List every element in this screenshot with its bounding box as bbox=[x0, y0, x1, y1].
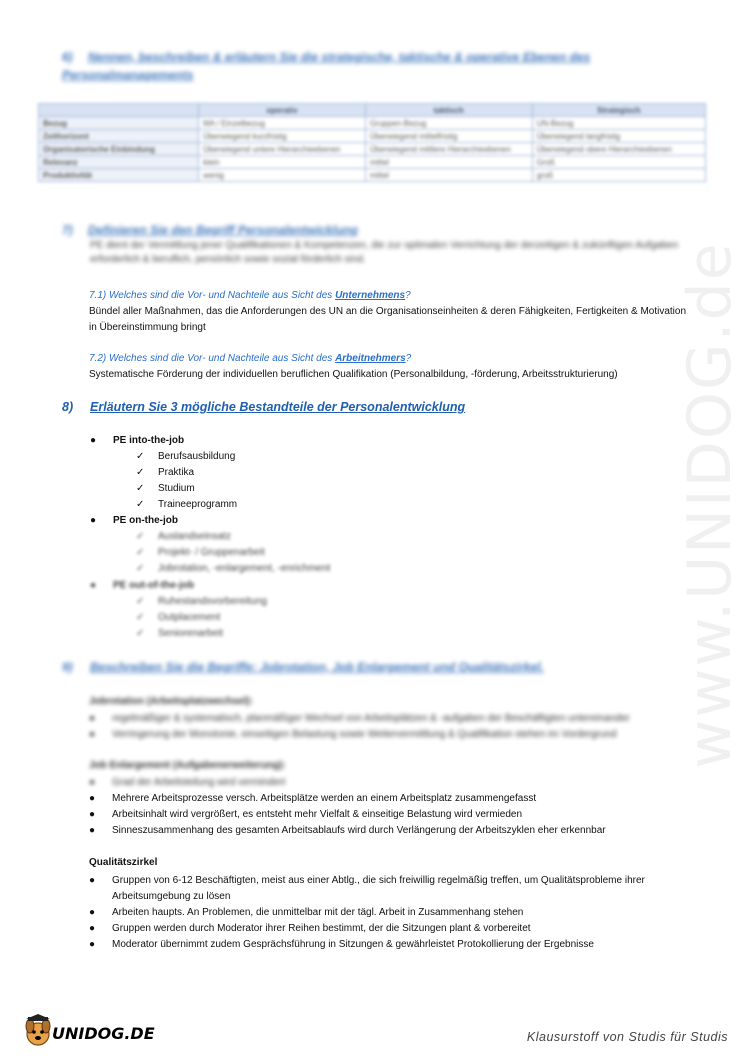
bullet-icon: ● bbox=[89, 729, 96, 740]
table-cell: Überwiegend mittlere Hierarchieebenen bbox=[365, 143, 532, 156]
question-7-2-suffix: ? bbox=[405, 353, 412, 364]
levels-table bbox=[38, 103, 706, 182]
watermark bbox=[660, 241, 750, 769]
list-item: ● Arbeitsinhalt wird vergrößert, es entsteht mehr Vielfalt & einseitige Belastung wird vermieden bbox=[89, 807, 689, 823]
question-7-answer: PE dient der Vermittlung jener Qualifikationen & Kompetenzen, die zur optimalen Verrichtung der derzeitigen & zukünftigen Aufgaben erforderlich & beruflich, persönlich sowie sozial förderlich sind. bbox=[90, 240, 679, 265]
question-7-number: 7) bbox=[62, 223, 73, 237]
question-7-2-prefix: 7.2) Welches sind die Vor- und Nachteile aus Sicht des bbox=[89, 353, 333, 364]
table-cell: Bezug bbox=[39, 117, 199, 130]
question-8-heading bbox=[62, 400, 465, 414]
bullet-icon: ● bbox=[90, 435, 97, 446]
bullet-icon: ● bbox=[89, 809, 96, 820]
list-item: ● Mehrere Arbeitsprozesse versch. Arbeitsplätze werden an einem Arbeitsplatz zusammengefasst bbox=[89, 791, 689, 807]
checkmark-icon: ✓ bbox=[136, 612, 145, 623]
table-row bbox=[39, 156, 706, 169]
question-9-heading bbox=[62, 660, 544, 674]
question-7-2 bbox=[89, 351, 689, 383]
list-item: ● Gruppen von 6-12 Beschäftigten, meist aus einer Abtlg., die sich freiwillig regelmäßig treffen, um Qualitätsprobleme ihrer Arbeitsumgebung zu lösen bbox=[89, 875, 645, 902]
question-7-1-prefix: 7.1) Welches sind die Vor- und Nachteile aus Sicht des bbox=[89, 290, 333, 301]
table-cell: MA / Einzelbezug bbox=[199, 117, 366, 130]
table-cell: Überwiegend obere Hierarchieebenen bbox=[532, 143, 705, 156]
table-cell: Zeithorizont bbox=[39, 130, 199, 143]
table-cell: klein bbox=[199, 156, 366, 169]
qualitaetszirkel-list bbox=[89, 873, 689, 953]
table-row bbox=[39, 117, 706, 130]
table-cell: Organisatorische Einbindung bbox=[39, 143, 199, 156]
table-row bbox=[39, 169, 706, 182]
document-page: 6) Nennen, beschreiben & erläutern Sie die strategische, taktische & operative Ebenen des Personalmanagements operativ taktisch Strategisch Bezug MA / Einzelbezug Gruppen-Bezug UN-Bezug Zeithorizont Überwiegend kurzfristig Überwiegend mittelfristig Überwiegend langfristig Organisatorische Einbindung Überwiegend untere Hierarchieebenen Überwiegend mittlere Hierarchieebenen Überwiegend obere Hierarchieebenen Relevanz klein mittel Groß Produktivität wenig mittel groß 7) Definieren Sie den Begriff Personalentwicklung PE dient der Vermittlung jener Qualifikationen & Kompetenzen, die zur optimalen Verrichtung der derzeitigen & zukünftigen Aufgaben erforderlich & beruflich, persönlich sowie sozial förderlich sind. 7.1) Welches sind die Vor- und Nachteile aus Sicht des Unternehmens? Bündel aller Maßnahmen, das die Anforderungen des UN an die Organisationseinheiten & deren Fähigkeiten, Fertigkeiten & Motivation in Übereinstimmung bringt 7.2) Welches sind die Vor- und Nachteile aus Sicht des Arbeitnehmers? Systematische Förderung der individuellen beruflichen Qualifikation (Personalbildung, -förderung, Arbeitsstrukturierung) 8) Erläutern Sie 3 mögliche Bestandteile der Personalentwicklung ● PE into-the-job ✓ Berufsausbildung ✓ Praktika ✓ Studium ✓ Traineeprogramm ● PE on-the-job ✓ Auslandseinsatz ✓ Projekt- / Gruppenarbeit ✓ Jobrotation, -enlargement, -enrichment ● PE out-of-the-job ✓ Ruhestandsvorbereitung ✓ Outplacement ✓ Seniorenarbeit 9) Beschreiben Sie die Begriffe: Jobrotation, Job Enlargement und Qualitätszirkel. Jobrotation (Arbeitsplatzwechsel): ● regelmäßiger & systematisch, planmäßiger Wechsel von Arbeitsplätzen & -aufgaben der Beschäftigten untereinander ● Verringerung der Monotonie, einseitigen Belastung sowie Weitervermittlung & Qualifikation stehen im Vordergrund Job Enlargement (Aufgabenerweiterung): ● Grad der Arbeitsteilung wird vermindert ● Mehrere Arbeitsprozesse versch. Arbeitsplätze werden an einem Arbeitsplatz zusammengefasst ● Arbeitsinhalt wird vergrößert, es entsteht mehr Vielfalt & einseitige Belastung wird vermieden ● Sinneszusammenhang des gesamten Arbeitsablaufs wird durch Verlängerung der Arbeitszyklen eher erkennbar Qualitätszirkel ● Gruppen von 6-12 Beschäftigten, meist aus einer Abtlg., die sich freiwillig regelmäßig treffen, um Qualitätsprobleme ihrer Arbeitsumgebung zu lösen ● Arbeiten haupts. An Problemen, die unmittelbar mit der tägl. Arbeit in Zusammenhang stehen ● Gruppen werden durch Moderator ihrer Reihen bestimmt, der die Sitzungen plant & vorbereitet ● Moderator übernimmt zudem Gesprächsführung in Sitzungen & gewährleistet Protokollierung der Ergebnisse www.UNIDOG.de UNIDOG.DE Klausurstoff von Studis für Studis bbox=[0, 0, 750, 1060]
question-9-number: 9) bbox=[62, 660, 73, 674]
question-7-2-answer: Systematische Förderung der individuellen beruflichen Qualifikation (Personalbildung, -förderung, Arbeitsstrukturierung) bbox=[89, 369, 618, 380]
bullet-icon: ● bbox=[89, 939, 96, 950]
table-cell: wenig bbox=[199, 169, 366, 182]
table-cell: Groß bbox=[532, 156, 705, 169]
bullet-icon: ● bbox=[89, 793, 96, 804]
question-7-1-heading bbox=[89, 288, 689, 304]
table-row bbox=[39, 130, 706, 143]
list-item: ● Gruppen werden durch Moderator ihrer Reihen bestimmt, der die Sitzungen plant & vorbereitet bbox=[89, 921, 689, 937]
list-item: ● Grad der Arbeitsteilung wird vermindert bbox=[89, 775, 689, 791]
table-cell: Überwiegend mittelfristig bbox=[365, 130, 532, 143]
question-7-1-suffix: ? bbox=[405, 290, 411, 301]
bullet-icon: ● bbox=[89, 923, 96, 934]
jobrotation-heading: Jobrotation (Arbeitsplatzwechsel): bbox=[89, 696, 253, 707]
bullet-icon: ● bbox=[89, 825, 96, 836]
table-cell: Überwiegend langfristig bbox=[532, 130, 705, 143]
question-7-2-heading bbox=[89, 351, 689, 367]
table-cell: Produktivität bbox=[39, 169, 199, 182]
question-9-title: Beschreiben Sie die Begriffe: Jobrotation, Job Enlargement und Qualitätszirkel. bbox=[90, 660, 544, 674]
checkmark-icon: ✓ bbox=[136, 467, 145, 478]
table-cell: mittel bbox=[365, 169, 532, 182]
question-6-title: Nennen, beschreiben & erläutern Sie die strategische, taktische & operative Ebenen des Personalmanagements bbox=[62, 50, 591, 82]
question-6-number: 6) bbox=[62, 50, 73, 64]
table-cell: groß bbox=[532, 169, 705, 182]
question-7-1 bbox=[89, 288, 689, 336]
list-item: ● Moderator übernimmt zudem Gesprächsführung in Sitzungen & gewährleistet Protokollierung der Ergebnisse bbox=[89, 937, 689, 953]
list-item: ● Arbeiten haupts. An Problemen, die unmittelbar mit der tägl. Arbeit in Zusammenhang stehen bbox=[89, 905, 689, 921]
bullet-icon: ● bbox=[89, 713, 96, 724]
question-8-title: Erläutern Sie 3 mögliche Bestandteile der Personalentwicklung bbox=[90, 400, 466, 414]
footer-slogan: Klausurstoff von Studis für Studis bbox=[526, 1030, 728, 1044]
table-header-cell: Strategisch bbox=[532, 104, 705, 117]
checkmark-icon: ✓ bbox=[136, 499, 145, 510]
question-7-heading bbox=[62, 222, 682, 239]
job-enlargement-list bbox=[89, 775, 689, 839]
list-item: ● Verringerung der Monotonie, einseitigen Belastung sowie Weitervermittlung & Qualifikation stehen im Vordergrund bbox=[89, 727, 689, 743]
qualitaetszirkel-heading: Qualitätszirkel bbox=[89, 857, 158, 868]
checkmark-icon: ✓ bbox=[136, 547, 145, 558]
question-7-1-answer: Bündel aller Maßnahmen, das die Anforderungen des UN an die Organisationseinheiten & deren Fähigkeiten, Fertigkeiten & Motivation in Übereinstimmung bringt bbox=[89, 306, 687, 333]
checkmark-icon: ✓ bbox=[136, 628, 145, 639]
table-header-row bbox=[39, 104, 706, 117]
table-cell: Überwiegend kurzfristig bbox=[199, 130, 366, 143]
table-header-cell: operativ bbox=[199, 104, 366, 117]
list-item: ● regelmäßiger & systematisch, planmäßiger Wechsel von Arbeitsplätzen & -aufgaben der Beschäftigten untereinander bbox=[89, 711, 689, 727]
table-cell: Gruppen-Bezug bbox=[365, 117, 532, 130]
question-7 bbox=[62, 222, 682, 267]
question-7-2-emph: Arbeitnehmers bbox=[335, 353, 406, 364]
list-item: ● Sinneszusammenhang des gesamten Arbeitsablaufs wird durch Verlängerung der Arbeitszyklen eher erkennbar bbox=[89, 823, 689, 839]
question-6-heading bbox=[62, 48, 622, 84]
checkmark-icon: ✓ bbox=[136, 483, 145, 494]
table-cell: mittel bbox=[365, 156, 532, 169]
bullet-icon: ● bbox=[89, 777, 96, 788]
bullet-icon: ● bbox=[90, 515, 97, 526]
unidog-logo bbox=[22, 1014, 162, 1050]
question-8-number: 8) bbox=[62, 400, 74, 414]
checkmark-icon: ✓ bbox=[136, 596, 145, 607]
table-header-cell: taktisch bbox=[365, 104, 532, 117]
checkmark-icon: ✓ bbox=[136, 451, 145, 462]
checkmark-icon: ✓ bbox=[136, 563, 145, 574]
table-cell: Überwiegend untere Hierarchieebenen bbox=[199, 143, 366, 156]
checkmark-icon: ✓ bbox=[136, 531, 145, 542]
dog-icon bbox=[22, 1014, 54, 1048]
logo-text: UNIDOG.DE bbox=[52, 1024, 155, 1043]
table-cell: Relevanz bbox=[39, 156, 199, 169]
question-7-title: Definieren Sie den Begriff Personalentwicklung bbox=[88, 223, 358, 237]
bullet-icon: ● bbox=[90, 580, 97, 591]
bullet-icon: ● bbox=[89, 907, 96, 918]
jobrotation-list bbox=[89, 711, 689, 743]
bullet-icon: ● bbox=[89, 875, 96, 886]
table-cell: UN-Bezug bbox=[532, 117, 705, 130]
question-7-1-emph: Unternehmens bbox=[335, 290, 406, 301]
watermark-text: www.UNIDOG.de bbox=[675, 241, 745, 769]
table-header-cell bbox=[39, 104, 199, 117]
job-enlargement-heading: Job Enlargement (Aufgabenerweiterung): bbox=[89, 760, 286, 771]
table-row bbox=[39, 143, 706, 156]
